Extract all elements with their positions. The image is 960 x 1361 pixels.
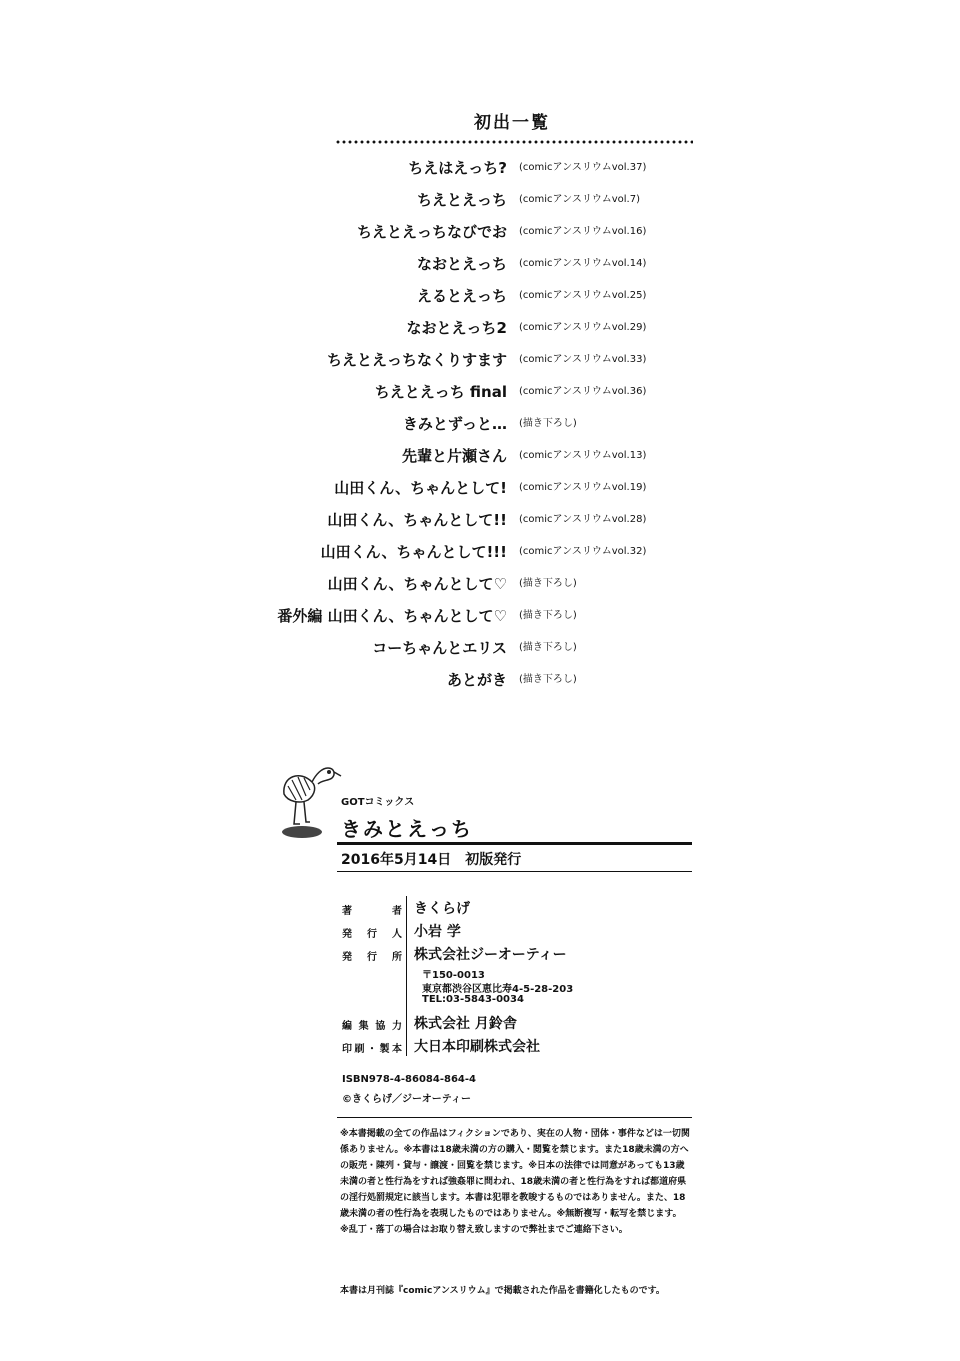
toc-entry-title: なおとえっち2 bbox=[406, 319, 507, 337]
credit-label-char: 協 bbox=[375, 1021, 386, 1032]
toc-entry-title: ちえとえっち bbox=[416, 191, 507, 209]
toc-entry-source: (comicアンスリウムvol.33) bbox=[519, 354, 647, 365]
toc-entry-title: ちえはえっち? bbox=[408, 159, 507, 177]
credit-label-char: 集 bbox=[358, 1021, 369, 1032]
credit-value-publishing-house: 株式会社ジーオーティー bbox=[414, 947, 567, 963]
address-street: 東京都渋谷区恵比寿4-5-28-203 bbox=[422, 984, 574, 995]
toc-entry bbox=[0, 411, 960, 443]
toc-entry-source: (comicアンスリウムvol.16) bbox=[519, 226, 647, 237]
toc-entry bbox=[0, 571, 960, 603]
toc-entry-source: (comicアンスリウムvol.32) bbox=[519, 546, 647, 557]
credit-label-char: 行 bbox=[367, 929, 377, 940]
toc-entry-title: コーちゃんとエリス bbox=[372, 639, 507, 657]
toc-entry bbox=[0, 603, 960, 635]
credit-label-char: 行 bbox=[367, 952, 377, 963]
credit-value-editing: 株式会社 月鈴舎 bbox=[414, 1016, 517, 1032]
toc-entry bbox=[0, 347, 960, 379]
dotted-divider bbox=[335, 140, 693, 144]
credit-label-char: 製 bbox=[379, 1044, 390, 1055]
toc-entry bbox=[0, 219, 960, 251]
toc-entry-source: (描き下ろし) bbox=[519, 642, 577, 653]
credit-label-publishing-house bbox=[342, 948, 402, 963]
credit-label-char: 印 bbox=[342, 1044, 352, 1055]
toc-entry-title: 山田くん、ちゃんとして!! bbox=[327, 511, 507, 529]
footer-note: 本書は月刊誌『comicアンスリウム』で掲載された作品を書籍化したものです。 bbox=[340, 1286, 665, 1296]
toc-entry-source: (comicアンスリウムvol.36) bbox=[519, 386, 647, 397]
legal-notice: ※本書掲載の全ての作品はフィクションであり、実在の人物・団体・事件などは一切関係ありません。※本書は18歳未満の方の購入・閲覧を禁じます。また18歳未満の方への販売・陳列・貸与・譲渡・回覧を禁じます。※日本の法律では同意があっても13歳未満の者と性行為をすれば強姦罪に問われ、18歳未満の者と性行為をすれば都道府県の淫行処罰規定に該当します。本書は犯罪を教唆するものではありません。また、18歳未満の者の性行為を表現したものではありません。※無断複写・転写を禁じます。※乱丁・落丁の場合はお取り替え致しますので弊社までご連絡下さい。 bbox=[340, 1129, 690, 1235]
toc-heading: 初出一覧 bbox=[474, 113, 550, 133]
toc-entry-title: ちえとえっち final bbox=[374, 383, 507, 401]
toc-entry-title: 先輩と片瀬さん bbox=[401, 447, 507, 465]
toc-entry-title: 山田くん、ちゃんとして♡ bbox=[327, 575, 507, 593]
toc-entry-source: (描き下ろし) bbox=[519, 578, 577, 589]
credit-label-char: ・ bbox=[367, 1044, 377, 1055]
book-title: きみとえっち bbox=[341, 817, 473, 841]
toc-entry-source: (comicアンスリウムvol.7) bbox=[519, 194, 640, 205]
toc-entry-title: なおとえっち bbox=[416, 255, 507, 273]
toc-entry bbox=[0, 635, 960, 667]
credit-label-char: 発 bbox=[342, 929, 352, 940]
credit-value-author: きくらげ bbox=[414, 901, 470, 917]
credit-value-publisher: 小岩 学 bbox=[414, 924, 461, 940]
toc-entry-title: ちえとえっちなくりすます bbox=[326, 351, 507, 369]
address-postal: 〒150-0013 bbox=[422, 970, 485, 981]
toc-entry-source: (comicアンスリウムvol.29) bbox=[519, 322, 647, 333]
toc-entry-title: きみとずっと… bbox=[402, 415, 507, 433]
credit-label-char: 人 bbox=[392, 929, 402, 940]
bird-logo-icon bbox=[278, 760, 342, 840]
toc-list bbox=[0, 155, 960, 699]
credit-value-printing: 大日本印刷株式会社 bbox=[414, 1039, 540, 1055]
toc-entry-source: (comicアンスリウムvol.13) bbox=[519, 450, 647, 461]
credit-label-editing bbox=[342, 1017, 402, 1032]
credit-label-char: 所 bbox=[392, 952, 402, 963]
toc-entry-source: (描き下ろし) bbox=[519, 674, 577, 685]
toc-entry bbox=[0, 475, 960, 507]
credit-label-char: 発 bbox=[342, 952, 352, 963]
toc-entry bbox=[0, 251, 960, 283]
toc-entry bbox=[0, 187, 960, 219]
toc-entry-title: 番外編 山田くん、ちゃんとして♡ bbox=[277, 607, 507, 625]
toc-entry-title: 山田くん、ちゃんとして! bbox=[334, 479, 507, 497]
toc-entry bbox=[0, 155, 960, 187]
credit-label-char: 者 bbox=[392, 906, 402, 917]
credit-label-char: 力 bbox=[391, 1021, 402, 1032]
credit-label-author bbox=[342, 902, 402, 917]
address-phone: TEL:03-5843-0034 bbox=[422, 994, 524, 1005]
toc-entry bbox=[0, 283, 960, 315]
credit-label-char: 著 bbox=[342, 906, 352, 917]
isbn: ISBN978-4-86084-864-4 bbox=[342, 1074, 476, 1085]
toc-entry-title: あとがき bbox=[446, 671, 507, 689]
date-rule bbox=[337, 871, 692, 872]
toc-entry bbox=[0, 443, 960, 475]
credit-label-printing bbox=[342, 1040, 402, 1055]
toc-entry-source: (comicアンスリウムvol.37) bbox=[519, 162, 647, 173]
copyright: ©きくらげ／ジーオーティー bbox=[342, 1094, 471, 1105]
imprint-label: GOTコミックス bbox=[341, 797, 415, 808]
toc-entry-title: 山田くん、ちゃんとして!!! bbox=[320, 543, 507, 561]
toc-entry-title: ちえとえっちなびでお bbox=[356, 223, 507, 241]
credit-label-char: 本 bbox=[392, 1044, 402, 1055]
toc-entry-source: (comicアンスリウムvol.14) bbox=[519, 258, 647, 269]
publication-date: 2016年5月14日 初版発行 bbox=[341, 852, 522, 868]
title-rule bbox=[337, 842, 692, 845]
credit-label-char: 編 bbox=[342, 1021, 352, 1032]
credit-label-publisher bbox=[342, 925, 402, 940]
toc-entry bbox=[0, 667, 960, 699]
toc-entry-title: えるとえっち bbox=[416, 287, 507, 305]
toc-entry-source: (comicアンスリウムvol.25) bbox=[519, 290, 647, 301]
toc-entry bbox=[0, 315, 960, 347]
toc-entry bbox=[0, 379, 960, 411]
toc-entry-source: (comicアンスリウムvol.28) bbox=[519, 514, 647, 525]
notice-rule bbox=[337, 1117, 692, 1118]
toc-entry bbox=[0, 507, 960, 539]
credit-divider bbox=[406, 896, 407, 1056]
credit-label-char: 刷 bbox=[354, 1044, 365, 1055]
toc-entry-source: (描き下ろし) bbox=[519, 418, 577, 429]
toc-entry bbox=[0, 539, 960, 571]
toc-entry-source: (描き下ろし) bbox=[519, 610, 577, 621]
toc-entry-source: (comicアンスリウムvol.19) bbox=[519, 482, 647, 493]
